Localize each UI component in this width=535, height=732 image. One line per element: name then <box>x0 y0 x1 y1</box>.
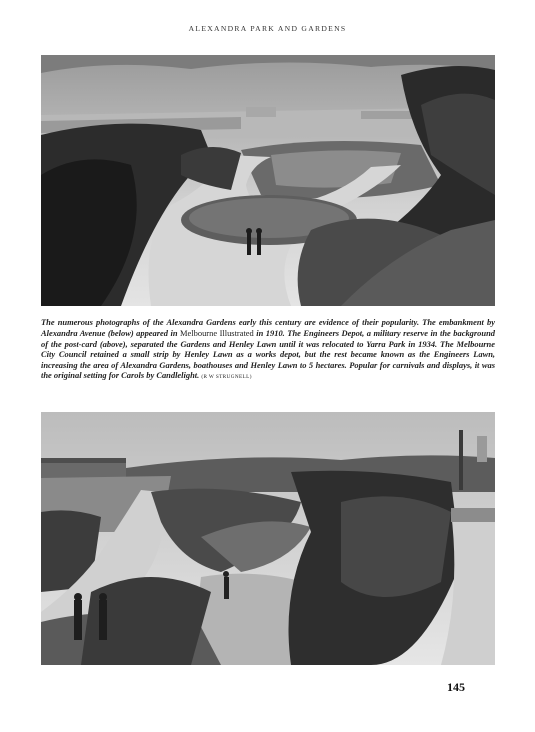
caption-text-part2: in 1910. The Engineers Depot, a military reserve in the background of the post-card (above), separated the Gardens and Henley Lawn until it was relocated to Yarra Park in 1934. The Melbourne City Council retained a small strip by Henley Lawn as a works depot, but the rest became known as the Engineers Lawn, increasing the area of Alexandra Gardens, boathouses and Henley Lawn to 5 hectares. Popular for carnivals and displays, it was the original setting for Carols by Candlelight. <box>41 328 495 381</box>
caption-text-part1: The numerous photographs of the Alexandra Gardens early this century are evidence of their popularity. The embankment by Alexandra Avenue (below) appeared in <box>41 317 495 339</box>
caption-publication: Melbourne Illustrated <box>180 328 254 339</box>
photo-gardens-postcard <box>41 55 495 306</box>
running-head: ALEXANDRA PARK AND GARDENS <box>188 24 347 33</box>
photo-credit: (R W STRUGNELL) <box>201 374 252 381</box>
photo-embankment <box>41 412 495 665</box>
page-number: 145 <box>447 680 465 694</box>
caption <box>41 317 495 383</box>
